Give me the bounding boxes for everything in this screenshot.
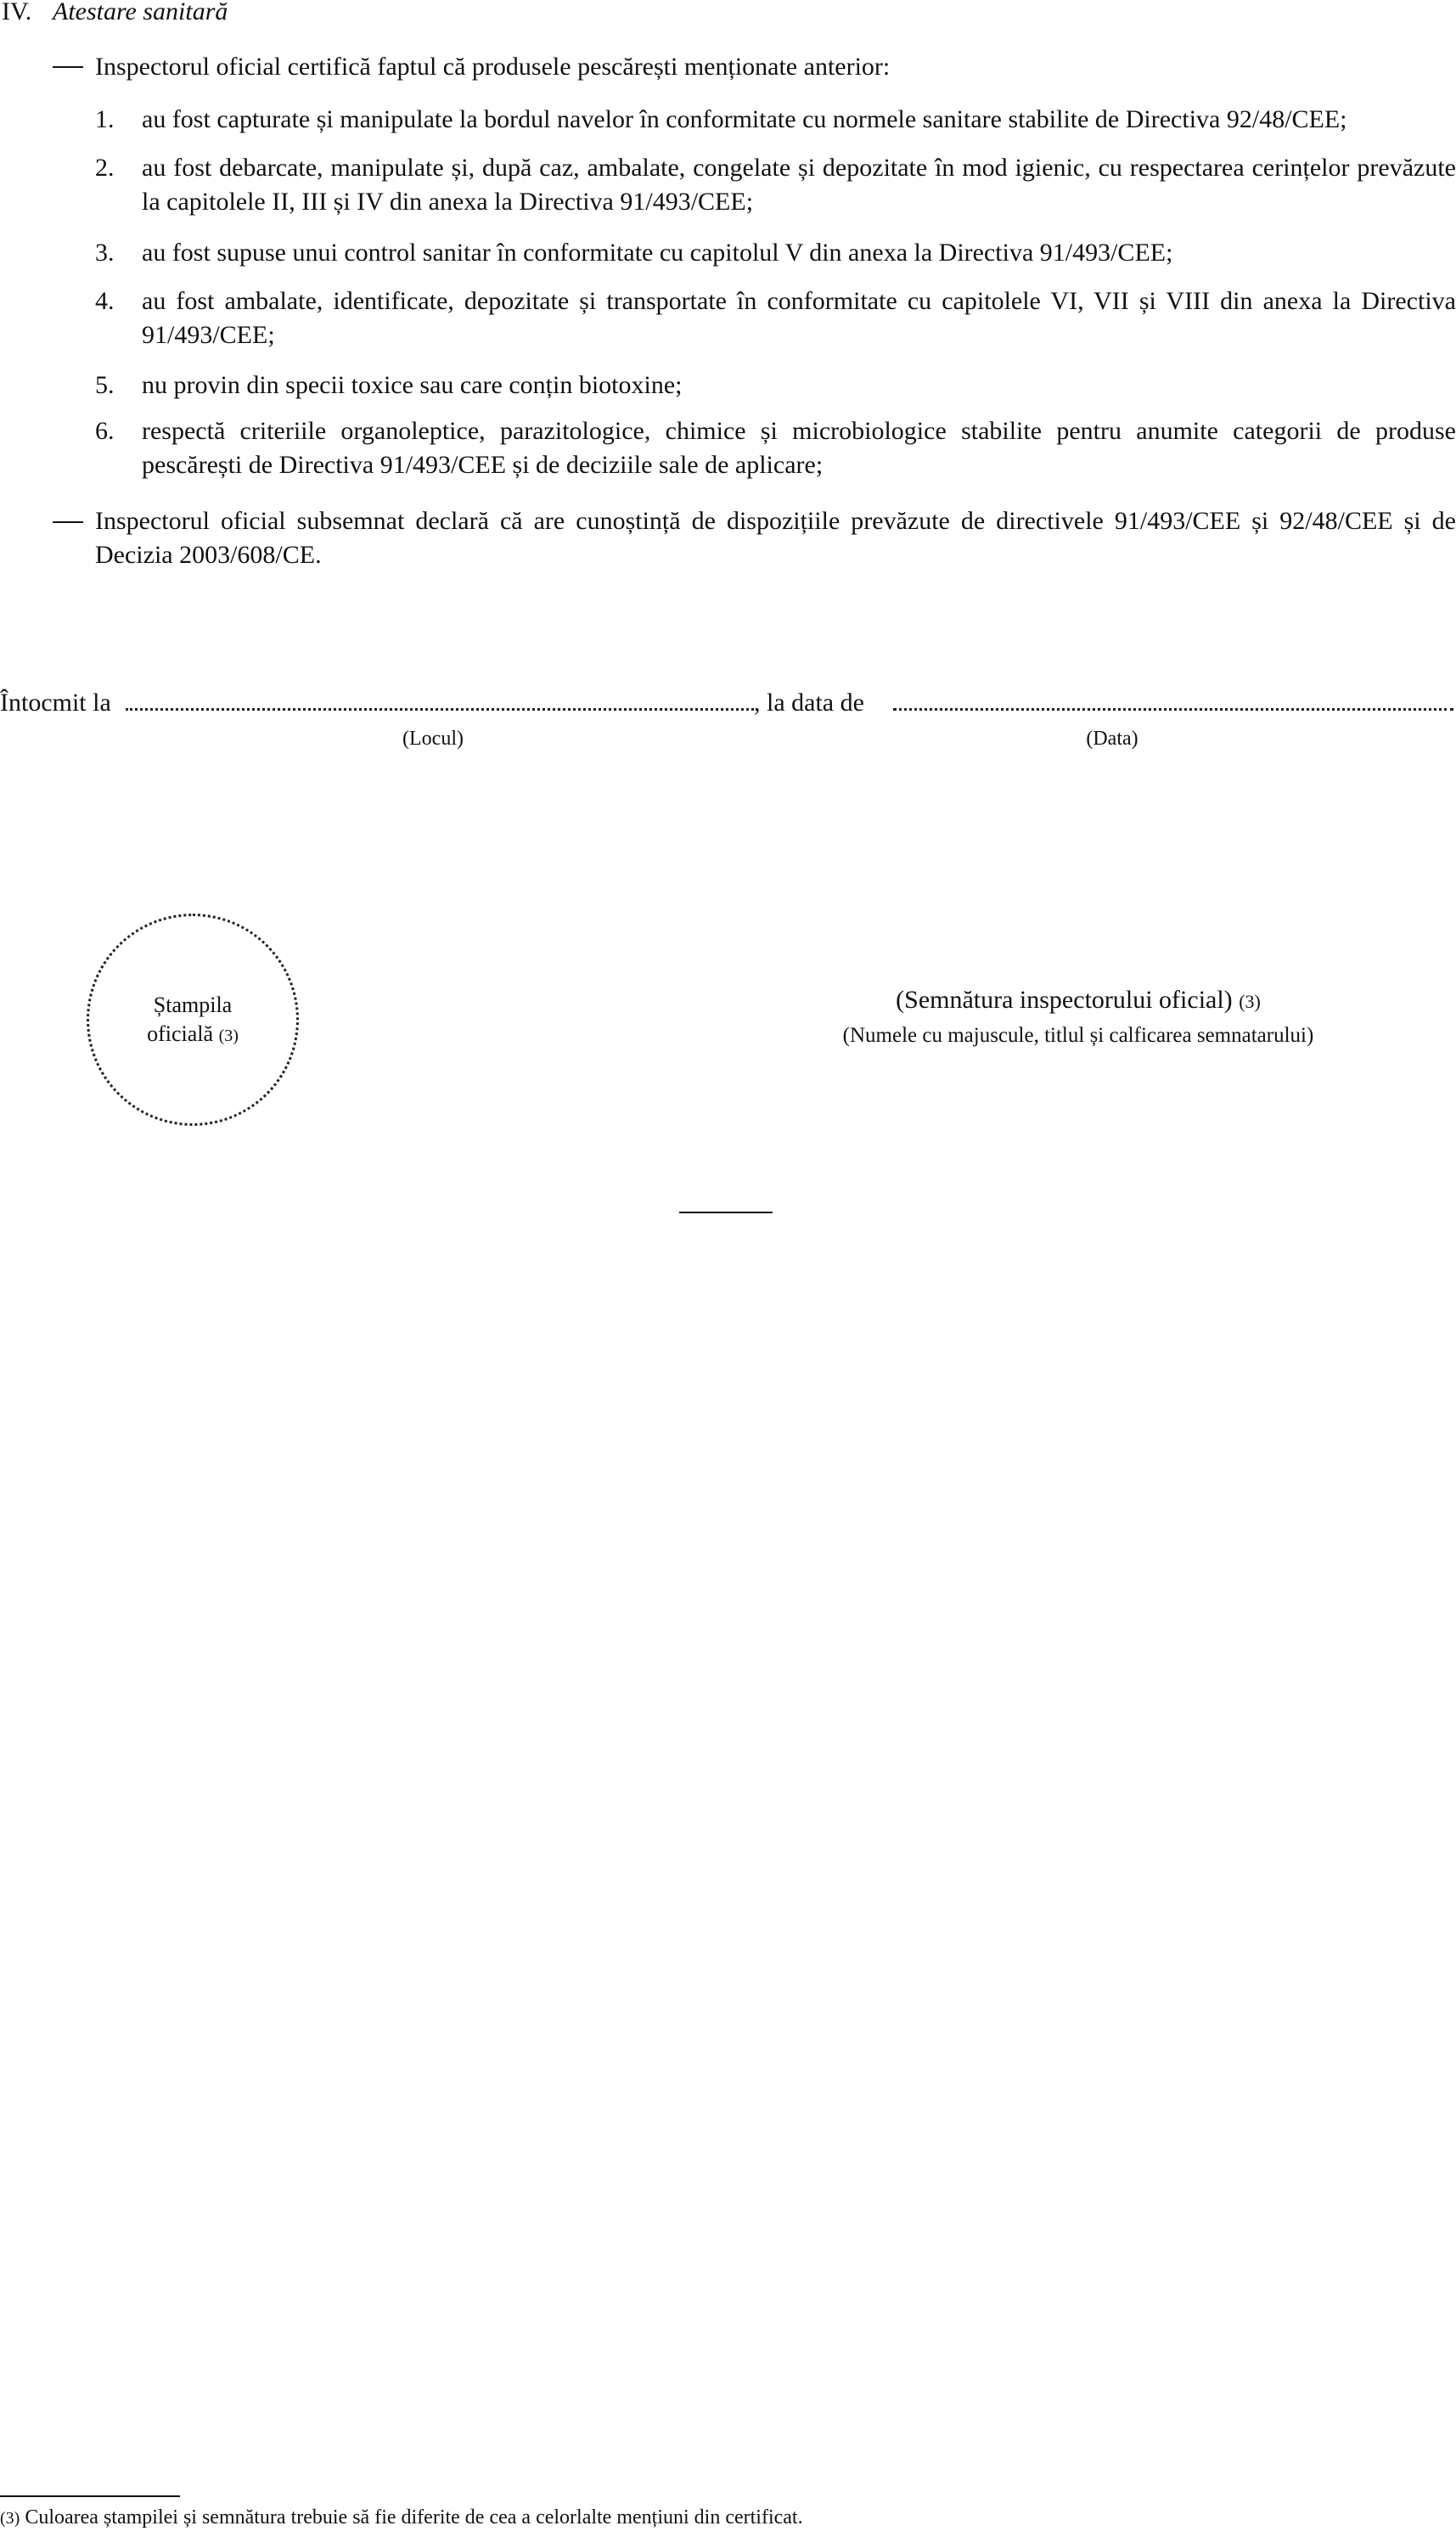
certification-intro: Inspectorul oficial certifică faptul că produsele pescărești menționate anterior: <box>95 53 891 81</box>
dash-bullet <box>53 521 83 523</box>
end-divider <box>679 1212 773 1213</box>
signature-title-text: (Semnătura inspectorului oficial) <box>896 986 1233 1014</box>
date-caption: (Data) <box>1086 728 1138 750</box>
signature-subtitle: (Numele cu majuscule, titlul și calficarea semnatarului) <box>842 1024 1314 1047</box>
official-stamp-circle <box>87 914 299 1126</box>
item-number: 1. <box>95 105 115 133</box>
date-dotted-line <box>893 708 1453 711</box>
item-number: 2. <box>95 154 115 182</box>
item-number: 4. <box>95 287 115 315</box>
dash-bullet <box>53 66 83 68</box>
footnote-text: Culoarea ștampilei și semnătura trebuie să fie diferite de cea a celorlalte mențiuni din certificat. <box>25 2506 803 2529</box>
item-text: au fost capturate și manipulate la bordul navelor în conformitate cu normele sanitare stabilite de Directiva 92/48/CEE; <box>142 105 1347 133</box>
date-label: , la data de <box>754 689 864 717</box>
stamp-footnote-ref: (3) <box>218 1027 239 1045</box>
certification-declaration: Inspectorul oficial subsemnat declară că are cunoștință de dispozițiile prevăzute de directivele 91/493/CEE și 92/48/CEE și de Decizia 2003/608/CE. <box>95 507 1456 569</box>
item-number: 5. <box>95 371 115 399</box>
footnote <box>0 2505 803 2531</box>
footnote-divider <box>0 2495 180 2497</box>
item-number: 6. <box>95 417 115 445</box>
section-number: IV. <box>2 0 32 25</box>
stamp-line-1: Ștampila <box>153 993 233 1017</box>
place-caption: (Locul) <box>402 728 464 750</box>
stamp-line-2 <box>89 1020 296 1050</box>
signature-footnote-ref: (3) <box>1239 991 1261 1012</box>
item-text: au fost supuse unui control sanitar în conformitate cu capitolul V din anexa la Directiva 91/493/CEE; <box>142 239 1173 267</box>
stamp-label <box>89 991 296 1050</box>
item-text: au fost ambalate, identificate, depozitate și transportate în conformitate cu capitolele VI, VII și VIII din anexa la Directiva 91/493/CEE; <box>142 287 1456 349</box>
item-text: respectă criteriile organoleptice, parazitologice, chimice și microbiologice stabilite pentru anumite categorii de produse pescărești de Directiva 91/493/CEE și de deciziile sale de aplicare; <box>142 417 1456 479</box>
place-dotted-line <box>126 708 754 711</box>
section-title: Atestare sanitară <box>53 0 228 25</box>
signature-title <box>798 983 1358 1019</box>
item-number: 3. <box>95 239 115 267</box>
item-text: au fost debarcate, manipulate și, după caz, ambalate, congelate și depozitate în mod igienic, cu respectarea cerințelor prevăzute la capitolele II, III și IV din anexa la Directiva 91/493/CEE; <box>142 154 1456 216</box>
item-text: nu provin din specii toxice sau care conțin biotoxine; <box>142 371 683 399</box>
footnote-marker: (3) <box>0 2509 20 2528</box>
made-at-label: Întocmit la <box>0 689 111 717</box>
stamp-line-2-text: oficială <box>147 1021 214 1046</box>
